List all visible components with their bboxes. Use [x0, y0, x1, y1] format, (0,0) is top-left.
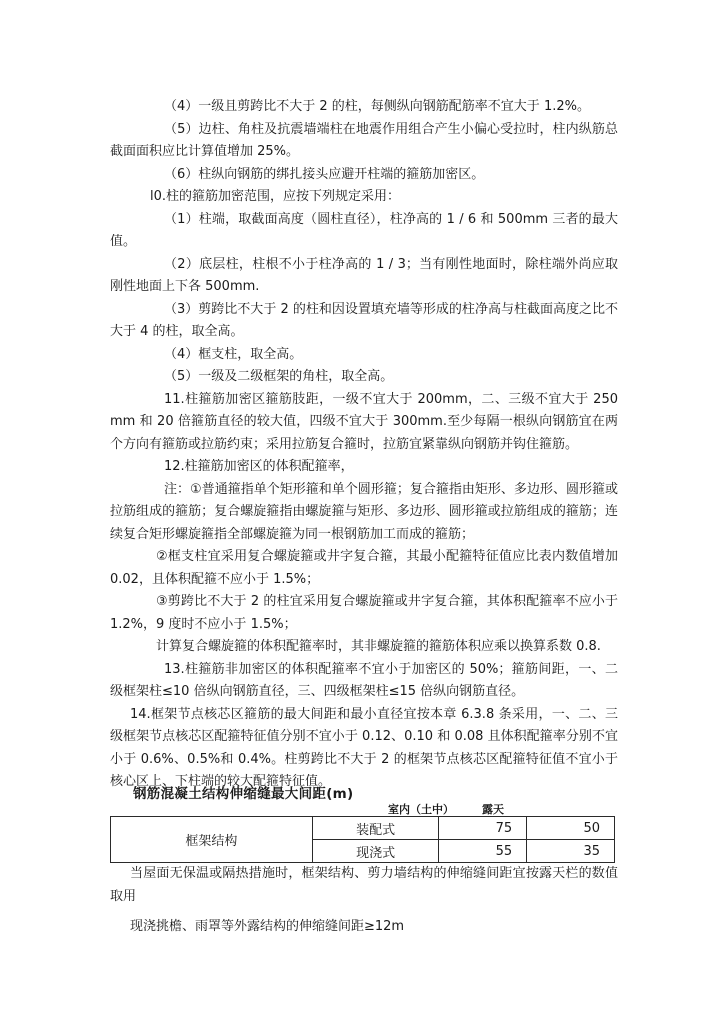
- paragraph-4-1: （4）一级且剪跨比不大于 2 的柱，每侧纵向钢筋配筋率不宜大于 1.2%。: [164, 99, 590, 114]
- table-title: 钢筋混凝土结构伸缩缝最大间距(m): [133, 786, 354, 802]
- paragraph-5-1: （5）边柱、角柱及抗震墙端柱在地震作用组合产生小偏心受拉时，柱内纵筋总截面面积应比计算值增加 25%。: [110, 121, 618, 159]
- table-notes: [110, 863, 618, 939]
- paragraph-11: 11.柱箍筋加密区箍筋肢距，一级不宜大于 200mm，二、三级不宜大于 250mm 和 20 倍箍筋直径的较大值，四级不宜大于 300mm.至少每隔一根纵向钢筋宜在两个方向有箍筋或拉筋约束；采用拉筋复合箍时，拉筋宜紧靠纵向钢筋并钩住箍筋。: [110, 391, 618, 452]
- table-column-headers: [388, 801, 504, 817]
- col-header-outdoor: 露天: [482, 803, 504, 816]
- expansion-joint-table: [110, 816, 615, 863]
- col-header-indoor: 室内（土中）: [388, 803, 454, 816]
- paragraph-12: 12.柱箍筋加密区的体积配箍率，: [164, 459, 354, 474]
- outdoor-value: 35: [527, 840, 615, 863]
- outdoor-value: 50: [527, 817, 615, 840]
- note-2: ②框支柱宜采用复合螺旋箍或井字复合箍，其最小配箍特征值应比表内数值增加 0.02，且体积配箍不应小于 1.5%；: [110, 549, 618, 587]
- paragraph-13: 13.柱箍筋非加密区的体积配箍率不宜小于加密区的 50%；箍筋间距，一、二级框架柱≤10 倍纵向钢筋直径，三、四级框架柱≤15 倍纵向钢筋直径。: [110, 661, 618, 699]
- type-cell: 装配式: [312, 817, 439, 840]
- table-row: [111, 817, 615, 840]
- table-note-2: 现浇挑檐、雨罩等外露结构的伸缩缝间距≥12m: [130, 919, 405, 934]
- note-4: 计算复合螺旋箍的体积配箍率时，其非螺旋箍的箍筋体积应乘以换算系数 0.8.: [156, 639, 601, 654]
- note-3: ③剪跨比不大于 2 的柱宜采用复合螺旋箍或井字复合箍，其体积配箍率不应小于 1.2%，9 度时不应小于 1.5%；: [110, 594, 618, 632]
- paragraph-1-2: （1）柱端，取截面高度（圆柱直径），柱净高的 1 / 6 和 500mm 三者的最大值。: [110, 211, 618, 249]
- paragraph-3-2: （3）剪跨比不大于 2 的柱和因设置填充墙等形成的柱净高与柱截面高度之比不大于 4 的柱，取全高。: [110, 301, 618, 339]
- indoor-value: 55: [439, 840, 527, 863]
- table-note-1: 当屋面无保温或隔热措施时，框架结构、剪力墙结构的伸缩缝间距宜按露天栏的数值取用: [110, 866, 618, 904]
- type-cell: 现浇式: [312, 840, 439, 863]
- body-text: [110, 96, 618, 794]
- structure-cell: 框架结构: [111, 817, 313, 863]
- paragraph-2-2: （2）底层柱，柱根不小于柱净高的 1 / 3；当有刚性地面时，除柱端外尚应取刚性地面上下各 500mm.: [110, 256, 618, 294]
- paragraph-14: 14.框架节点核芯区箍筋的最大间距和最小直径宜按本章 6.3.8 条采用，一、二、三级框架节点核芯区配箍特征值分别不宜小于 0.12、0.10 和 0.08 且体积配箍率分别不宜小于 0.6%、0.5%和 0.4%。柱剪跨比不大于 2 的框架节点核芯区配箍特征值不宜小于核心区上、下柱端的较大配箍特征值。: [110, 706, 618, 789]
- note-1: 注：①普通箍指单个矩形箍和单个圆形箍；复合箍指由矩形、多边形、圆形箍或拉筋组成的箍筋；复合螺旋箍指由螺旋箍与矩形、多边形、圆形箍或拉筋组成的箍筋；连续复合矩形螺旋箍指全部螺旋箍为同一根钢筋加工而成的箍筋；: [110, 481, 618, 542]
- paragraph-6-1: （6）柱纵向钢筋的绑扎接头应避开柱端的箍筋加密区。: [164, 166, 485, 182]
- paragraph-4-2: （4）框支柱，取全高。: [164, 346, 303, 362]
- heading-10: l0.柱的箍筋加密范围，应按下列规定采用：: [150, 189, 401, 204]
- paragraph-5-2: （5）一级及二级框架的角柱，取全高。: [164, 369, 394, 384]
- indoor-value: 75: [439, 817, 527, 840]
